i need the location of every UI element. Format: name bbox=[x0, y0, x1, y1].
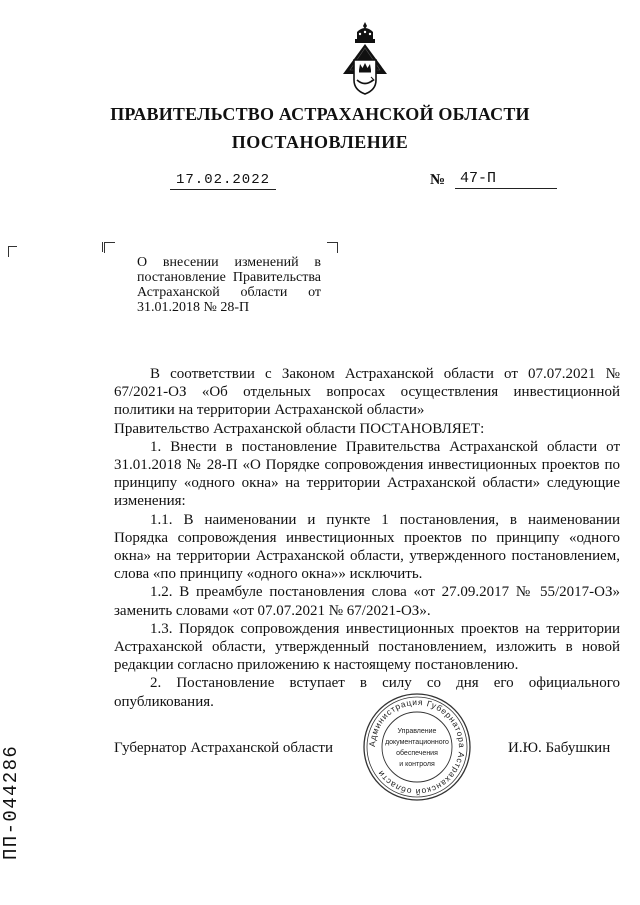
margin-serial-number: ПП-044286 bbox=[0, 744, 22, 860]
resolves-line: Правительство Астраханской области ПОСТАНОВЛЯЕТ: bbox=[114, 420, 485, 437]
corner-mark-top-right bbox=[327, 242, 338, 253]
coat-of-arms-icon bbox=[340, 20, 390, 96]
stamp-ring-text: Администрация Губернатора Астраханской области bbox=[366, 696, 468, 798]
document-number: 47-П bbox=[455, 170, 557, 189]
stamp-line-1: Управление bbox=[397, 728, 437, 735]
document-body bbox=[114, 365, 620, 711]
document-kind: ПОСТАНОВЛЕНИЕ bbox=[231, 132, 409, 152]
signer-position: Губернатор Астраханской области bbox=[114, 740, 334, 756]
clause-1-1: 1.1. В наименовании и пункте 1 постановления, в наименовании Порядка сопровождения инвестиционных проектов по принципу «одного окна» на территории Астраханской области, утвержденного постановлением, слова «по принципу «одного окна»» исключить. bbox=[114, 511, 620, 583]
preamble-paragraph: В соответствии с Законом Астраханской области от 07.07.2021 № 67/2021-ОЗ «Об отдельных вопросах осуществления инвестиционной политики на территории Астраханской области» bbox=[114, 366, 620, 419]
government-title: ПРАВИТЕЛЬСТВО АСТРАХАНСКОЙ ОБЛАСТИ bbox=[110, 104, 530, 124]
clause-1: 1. Внести в постановление Правительства Астраханской области от 31.01.2018 № 28-П «О Порядке сопровождения инвестиционных проектов по принципу «одного окна» на территории Астраханской области» следующие изменения: bbox=[114, 438, 620, 510]
document-subject: О внесении изменений в постановление Правительства Астраханской области от 31.01.2018 № 28-П bbox=[137, 255, 321, 315]
number-sign: № bbox=[430, 172, 446, 188]
corner-mark-top-left bbox=[8, 246, 17, 257]
signer-name: И.Ю. Бабушкин bbox=[508, 740, 611, 756]
stamp-line-3: обеспечения bbox=[396, 750, 438, 757]
document-date: 17.02.2022 bbox=[170, 172, 276, 190]
corner-mark-top-left-inner2 bbox=[104, 242, 115, 253]
stamp-line-4: и контроля bbox=[399, 761, 435, 768]
corner-mark-top-left-inner bbox=[96, 242, 103, 252]
official-stamp bbox=[362, 692, 472, 802]
clause-1-3: 1.3. Порядок сопровождения инвестиционных проектов на территории Астраханской области, утвержденный постановлением, изложить в новой редакции согласно приложению к настоящему постановлению. bbox=[114, 620, 620, 674]
clause-1-2: 1.2. В преамбуле постановления слова «от 27.09.2017 № 55/2017-ОЗ» заменить словами «от 07.07.2021 № 67/2021-ОЗ». bbox=[114, 584, 620, 619]
clause-2: 2. Постановление вступает в силу со дня его официального опубликования. bbox=[114, 675, 620, 710]
stamp-line-2: документационного bbox=[385, 739, 449, 746]
